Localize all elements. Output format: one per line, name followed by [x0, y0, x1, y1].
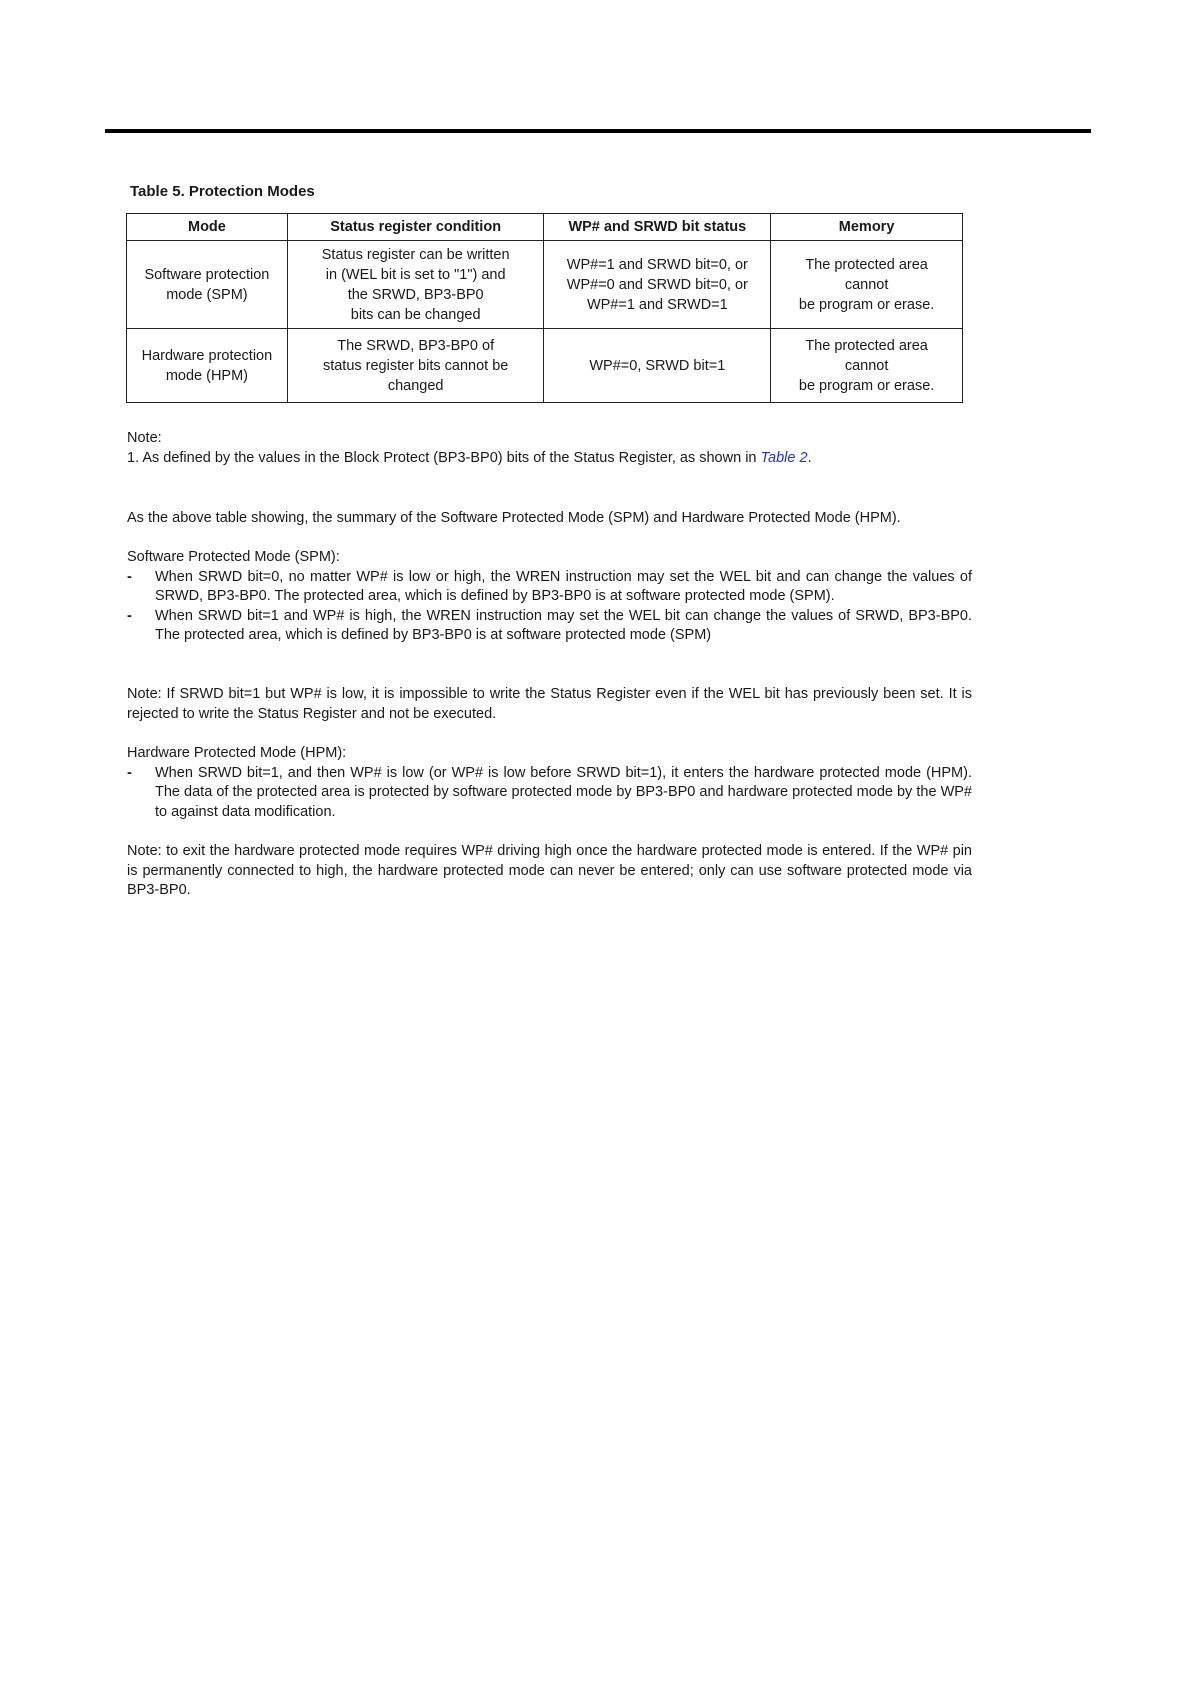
cell-line: The protected area [805, 256, 928, 273]
cell-line: bits can be changed [350, 306, 481, 323]
cell-line: WP#=1 and SRWD=1 [586, 296, 728, 313]
table-note [127, 429, 972, 468]
cell-line: cannot [844, 276, 889, 293]
cell-line: be program or erase. [798, 296, 935, 313]
bullet-text: When SRWD bit=1, and then WP# is low (or WP# is low before SRWD bit=1), it enters the hardware protected mode (HPM). The data of the protected area is protected by software protected mode by BP3-BP0 and hardware protected mode by the WP# to against data modification. [155, 764, 972, 820]
spm-section [127, 548, 972, 646]
cell-line: cannot [844, 357, 889, 374]
cell-line: WP#=0 and SRWD bit=0, or [566, 276, 748, 293]
spm-heading: Software Protected Mode (SPM): [127, 549, 340, 565]
cell-status [287, 241, 544, 329]
cell-line: in (WEL bit is set to "1") and [325, 266, 506, 283]
cell-line: Software protection [144, 266, 270, 283]
protection-modes-table [126, 213, 963, 403]
bullet-dash: - [127, 764, 132, 781]
note-item-text: 1. As defined by the values in the Block Protect (BP3-BP0) bits of the Status Register, as shown in [127, 449, 761, 466]
header-wp-srwd-status: WP# and SRWD bit status [544, 214, 771, 241]
header-memory: Memory [771, 214, 963, 241]
note-item [127, 449, 972, 469]
cell-line: Status register can be written [321, 246, 510, 263]
cell-line: be program or erase. [798, 377, 935, 394]
summary-paragraph [127, 509, 972, 529]
cell-mode [127, 241, 288, 329]
spm-bullet-list [127, 568, 972, 646]
cell-line: mode (HPM) [165, 367, 248, 384]
table-caption: Table 5. Protection Modes [130, 183, 315, 200]
cell-wp-status [544, 329, 771, 403]
cell-line: changed [387, 377, 444, 394]
table-row-spm [127, 241, 963, 329]
note3-text: Note: to exit the hardware protected mode requires WP# driving high once the hardware protected mode is entered. If the WP# pin is permanently connected to high, the hardware protected mode can never be entered; only can use software protected mode via BP3-BP0. [127, 843, 972, 899]
cell-line: mode (SPM) [166, 286, 248, 303]
cell-line: the SRWD, BP3-BP0 [347, 286, 484, 303]
hpm-heading: Hardware Protected Mode (HPM): [127, 745, 347, 761]
header-rule [105, 129, 1091, 133]
note2-text: Note: If SRWD bit=1 but WP# is low, it is impossible to write the Status Register even if the WEL bit has previously been set. It is rejected to write the Status Register and not be executed. [127, 686, 972, 722]
cell-wp-status [544, 241, 771, 329]
summary-text: As the above table showing, the summary of the Software Protected Mode (SPM) and Hardware Protected Mode (HPM). [127, 510, 901, 526]
cell-memory [771, 329, 963, 403]
cell-line: Hardware protection [141, 347, 273, 364]
table-header-row [127, 214, 963, 241]
header-mode: Mode [127, 214, 288, 241]
cell-line: The protected area [805, 337, 928, 354]
cell-line: WP#=0, SRWD bit=1 [589, 357, 726, 374]
hpm-bullet-list [127, 764, 972, 823]
bullet-text: When SRWD bit=1 and WP# is high, the WREN instruction may set the WEL bit can change the values of SRWD, BP3-BP0. The protected area, which is defined by BP3-BP0 is at software protected mode (SPM) [155, 607, 972, 644]
bullet-dash: - [127, 568, 132, 585]
list-item [127, 607, 972, 646]
cell-mode [127, 329, 288, 403]
cell-line: The SRWD, BP3-BP0 of [337, 337, 495, 354]
cell-memory [771, 241, 963, 329]
cell-status [287, 329, 544, 403]
bullet-dash: - [127, 607, 132, 624]
note2-paragraph [127, 685, 972, 724]
list-item [127, 568, 972, 607]
header-status-register-condition: Status register condition [287, 214, 544, 241]
table-2-link[interactable]: Table 2 [760, 449, 808, 466]
hpm-section [127, 744, 972, 822]
cell-line: WP#=1 and SRWD bit=0, or [566, 256, 748, 273]
note-label: Note: [127, 430, 162, 446]
note3-paragraph [127, 842, 972, 901]
bullet-text: When SRWD bit=0, no matter WP# is low or high, the WREN instruction may set the WEL bit and can change the values of SRWD, BP3-BP0. The protected area, which is defined by BP3-BP0 is at software protected mode (SPM). [155, 568, 972, 605]
note-item-end: . [807, 449, 812, 466]
cell-line: status register bits cannot be [322, 357, 509, 374]
list-item [127, 764, 972, 823]
table-row-hpm [127, 329, 963, 403]
